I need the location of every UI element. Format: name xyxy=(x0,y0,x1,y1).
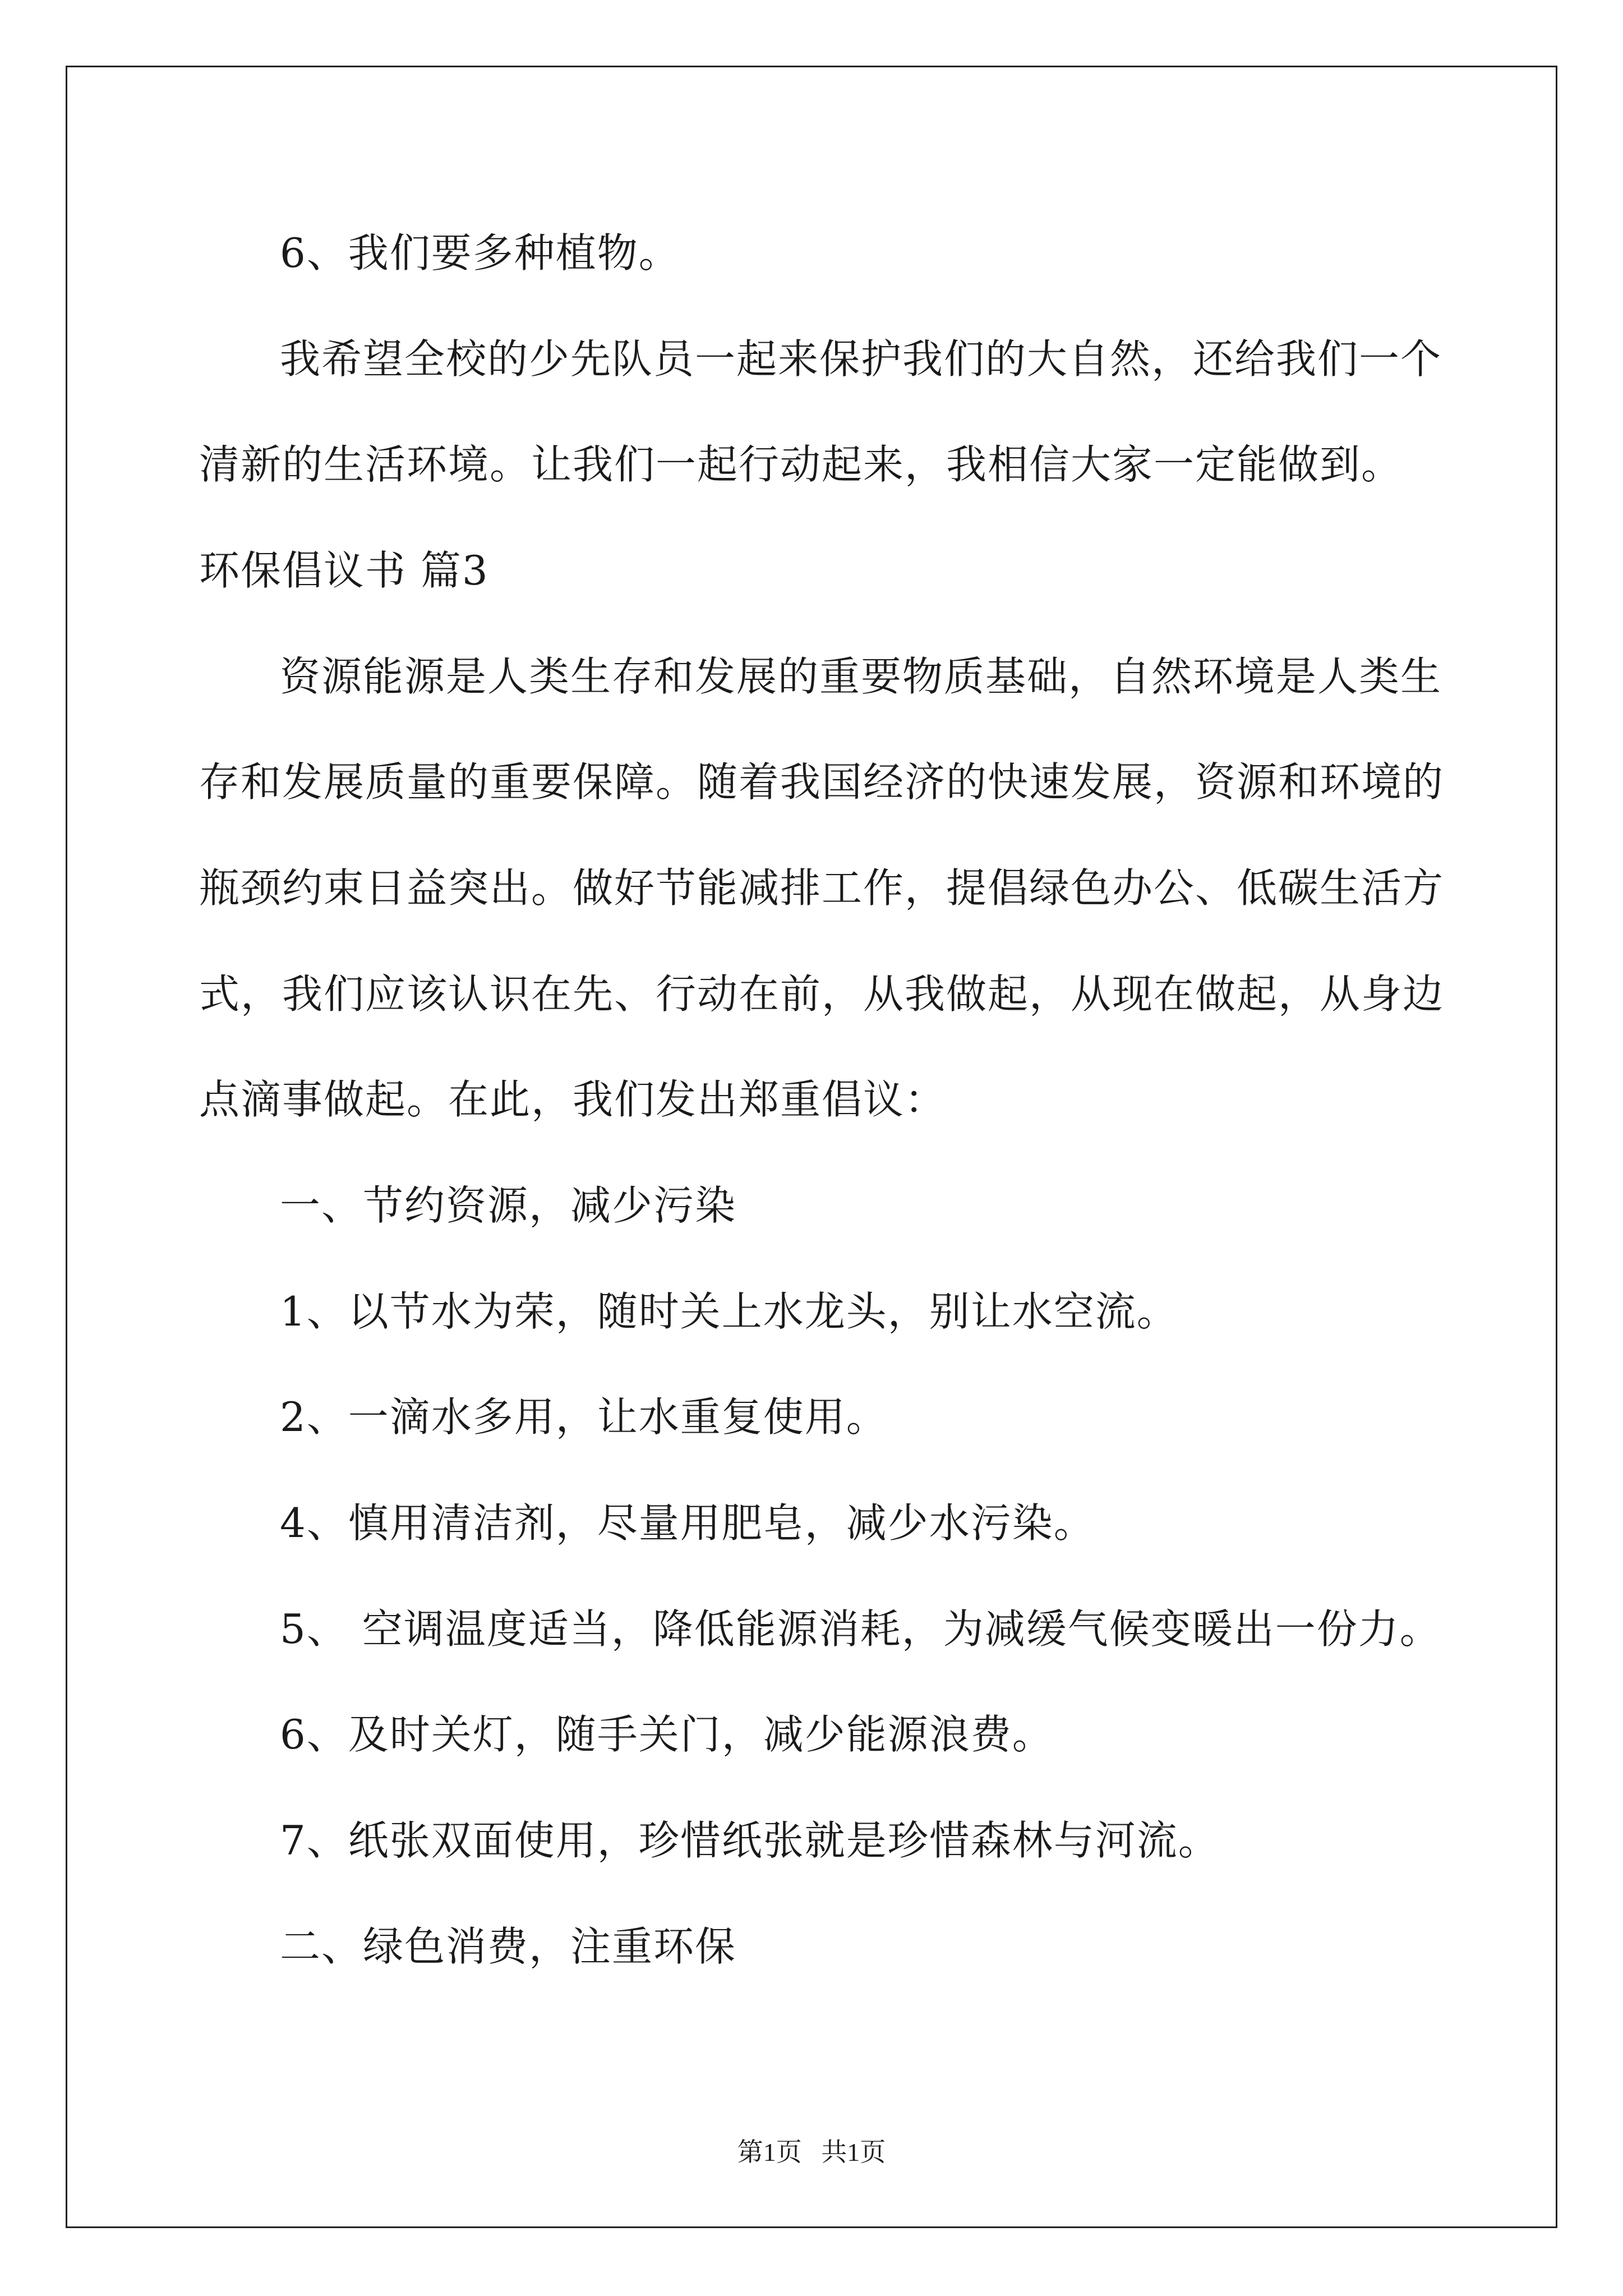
paragraph-line: 清新的生活环境。让我们一起行动起来，我相信大家一定能做到。 xyxy=(199,441,1403,488)
list-item: 7、纸张双面使用，珍惜纸张就是珍惜森林与河流。 xyxy=(280,1817,1220,1864)
subheading: 一、节约资源，减少污染 xyxy=(280,1182,737,1229)
list-item: 1、以节水为荣，随时关上水龙头，别让水空流。 xyxy=(280,1288,1178,1335)
list-item: 6、我们要多种植物。 xyxy=(280,229,680,277)
page-number: 第1页 共1页 xyxy=(737,2138,886,2166)
list-item: 4、慎用清洁剂，尽量用肥皂，减少水污染。 xyxy=(280,1499,1095,1547)
paragraph-line: 资源能源是人类生存和发展的重要物质基础，自然环境是人类生 xyxy=(280,653,1442,700)
paragraph-line: 点滴事做起。在此，我们发出郑重倡议： xyxy=(199,1076,947,1123)
paragraph-line: 式，我们应该认识在先、行动在前，从我做起，从现在做起，从身边 xyxy=(199,970,1445,1018)
subheading: 二、绿色消费，注重环保 xyxy=(280,1923,737,1970)
list-item: 2、一滴水多用，让水重复使用。 xyxy=(280,1393,888,1441)
list-item: 6、及时关灯，随手关门，减少能源浪费。 xyxy=(280,1711,1054,1758)
paragraph-line: 我希望全校的少先队员一起来保护我们的大自然，还给我们一个 xyxy=(280,335,1442,383)
paragraph-line: 存和发展质量的重要保障。随着我国经济的快速发展，资源和环境的 xyxy=(199,758,1445,806)
page-frame xyxy=(66,66,1557,2228)
list-item: 5、 空调温度适当，降低能源消耗，为减缓气候变暖出一份力。 xyxy=(280,1605,1441,1653)
paragraph-line: 瓶颈约束日益突出。做好节能减排工作，提倡绿色办公、低碳生活方 xyxy=(199,864,1445,912)
section-heading: 环保倡议书 篇3 xyxy=(199,547,489,594)
